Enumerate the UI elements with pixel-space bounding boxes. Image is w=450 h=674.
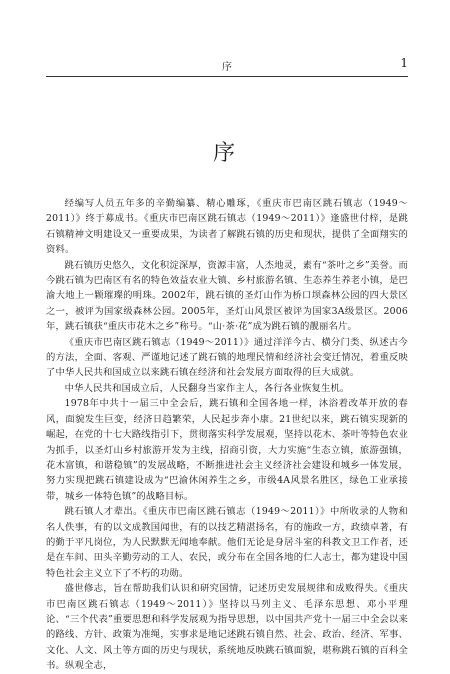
body-text	[46, 196, 408, 672]
paragraph: 跳石镇历史悠久，文化积淀深厚，资源丰富，人杰地灵，素有“茶叶之乡”美誉。而今跳石镇为巴南区有名的特色效益农业大镇、乡村旅游名镇、生态养生养老小镇，是巴渝大地上一颗璀璨的明珠。2002年，跳石镇的圣灯山作为桥口坝森林公园的四大景区之一，被评为国家级森林公园。2005年，圣灯山风景区被评为国家3A级景区。2006年，跳石镇获“重庆市花木之乡”称号。“山·茶·花”成为跳石镇的靓丽名片。	[46, 259, 408, 333]
paragraph: 经编写人员五年多的辛勤编纂、精心雕琢，《重庆市巴南区跳石镇志（1949～2011）》终于募成书。《重庆市巴南区跳石镇志（1949～2011）》逢盛世付梓，是跳石镇精神文明建设又一重要成果，为读者了解跳石镇的历史和现状，提供了全面翔实的资料。	[46, 198, 408, 256]
paragraph: 跳石镇人才辈出。《重庆市巴南区跳石镇志（1949～2011）》中所收录的人物和名人佚事，有的以文成教国闻世，有的以技艺精湛扬名，有的施政一方，政绩卓著，有的勤于平凡岗位，为人民默默无闻地奉献。他们无论是身居斗室的科教文卫工作者，还是在车间、田头辛勤劳动的工人、农民，或分布在全国各地的仁人志士，都为建设中国特色社会主义立下了不朽的功勋。	[46, 506, 408, 579]
header-rule	[46, 76, 408, 77]
page-number: 1	[400, 56, 408, 70]
paragraph: 《重庆市巴南区跳石镇志（1949～2011）》通过洋洋今古、横分门类、纵述古今的方法，全面、客观、严谨地记述了跳石镇的地理民情和经济社会变迁情况，着重反映了中华人民共和国成立以来跳石镇在经济和社会发展方面取得的巨大成就。	[46, 336, 408, 379]
paragraph: 1978年中共十一届三中全会后，跳石镇和全国各地一样，沐浴着改革开放的春风，面貌发生巨变，经济日趋繁荣，人民起步奔小康。21世纪以来，跳石镇实现新的崛起，在党的十七大路线指引下，贯彻落实科学发展观，坚持以花木、茶叶等特色农业为抓手，以圣灯山乡村旅游开发为主线，招商引资，大力实施“生态立镇，旅游强镇，花木富镇，和谐稳镇”的发展战略，不断推进社会主义经济社会建设和城乡一体发展，努力实现把跳石镇建设成为“巴渝休闲养生之乡，市级4A风景名胜区，绿色工业承接带，城乡一体特色镇”的战略目标。	[46, 398, 408, 502]
page-title: 序	[212, 141, 237, 166]
paragraph: 盛世修志，旨在帮助我们认识和研究国情，记述历史发展规律和成败得失。《重庆市巴南区跳石镇志（1949～2011）》坚持以马列主义、毛泽东思想、邓小平理论、“三个代表”重要思想和科学发展观为指导思想，以中国共产党十一届三中全会以来的路线、方针、政策为准绳，实事求是地记述跳石镇自然、社会、政治、经济、军事、文化、人文、风土等方面的历史与现状，系统地反映跳石镇面貌，堪称跳石镇的百科全书。纵观全志，	[46, 583, 408, 672]
running-title: 序	[222, 62, 232, 73]
paragraph: 中华人民共和国成立后，人民翻身当家作主人，各行各业恢复生机。	[64, 382, 350, 394]
page-header	[46, 58, 408, 74]
